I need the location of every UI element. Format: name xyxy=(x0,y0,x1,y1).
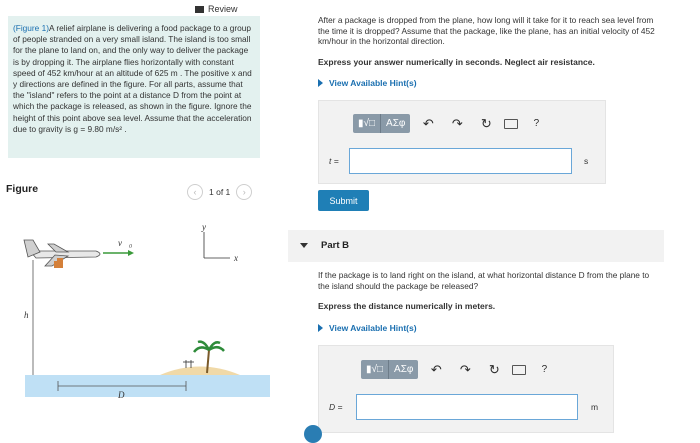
partB-unit: m xyxy=(591,402,599,412)
templates-button[interactable]: ▮√□ xyxy=(366,364,384,375)
reset-icon[interactable]: ↻ xyxy=(480,115,492,131)
partB-answer-panel xyxy=(318,345,614,433)
scroll-indicator[interactable] xyxy=(304,425,322,443)
partA-question: After a package is dropped from the plane, how long will it take for it to reach sea level from the time it is dropped? Assume that the package, like the plane, has an initial velocity of 452 km/hour in the horizontal direction. xyxy=(318,15,655,47)
partB-hint-label: View Available Hint(s) xyxy=(329,323,417,333)
partA-unit: s xyxy=(584,156,589,166)
partA-answer-panel xyxy=(318,100,606,184)
partB-toolbar xyxy=(361,360,555,379)
partB-answer-label: D = xyxy=(329,402,343,412)
partB-question: If the package is to land right on the island, at what horizontal distance D from the plane to the island should the package be released? xyxy=(318,270,650,291)
pager-text: 1 of 1 xyxy=(209,187,231,197)
partB-title: Part B xyxy=(321,240,349,251)
partB-hint[interactable] xyxy=(318,323,662,333)
h-label: h xyxy=(24,310,29,320)
keyboard-icon[interactable] xyxy=(512,365,526,375)
chevron-right-icon[interactable]: › xyxy=(236,184,252,200)
undo-icon[interactable]: ↶ xyxy=(430,361,442,377)
partA-toolbar xyxy=(353,114,547,133)
math-toolbar-group xyxy=(353,114,410,133)
chevron-left-icon[interactable]: ‹ xyxy=(187,184,203,200)
redo-icon[interactable]: ↷ xyxy=(459,361,471,377)
help-button[interactable]: ? xyxy=(533,118,540,129)
symbols-button[interactable]: ΑΣφ xyxy=(380,114,410,133)
partB-header[interactable] xyxy=(288,230,664,262)
problem-statement xyxy=(13,23,255,135)
partA-hint-label: View Available Hint(s) xyxy=(329,78,417,88)
y-axis-label: y xyxy=(202,222,206,232)
caret-down-icon xyxy=(300,243,308,248)
partA-answer-input[interactable] xyxy=(349,148,572,174)
problem-text: A relief airplane is delivering a food package to a group of people stranded on a very small island. The island is too small for the plane to land on, and the only way to deliver the package is by dropping it. The airplane flies horizontally with constant speed of 452 km/hour at an altitude of 625 m . The positive x and y directions are defined in the figure. For all parts, assume that the "island" refers to the point at a distance D from the point at which the package is released, as shown in the figure. Ignore the height of this point above sea level. Assume that the acceleration due to gravity is g = 9.80 m/s² . xyxy=(13,23,252,134)
redo-icon[interactable]: ↷ xyxy=(451,115,463,131)
review-icon xyxy=(195,6,204,13)
math-toolbar-group xyxy=(361,360,418,379)
figure-title: Figure xyxy=(6,183,39,195)
figure-pager xyxy=(187,184,252,200)
help-button[interactable]: ? xyxy=(541,364,548,375)
people-icon xyxy=(183,360,194,368)
partB-instruction: Express the distance numerically in meters. xyxy=(318,301,496,311)
templates-button[interactable]: ▮√□ xyxy=(358,118,376,129)
caret-right-icon xyxy=(318,324,323,332)
review-label: Review xyxy=(208,4,238,14)
undo-icon[interactable]: ↶ xyxy=(422,115,434,131)
figure-diagram xyxy=(0,210,270,425)
partA-answer-label: t = xyxy=(329,156,339,166)
keyboard-icon[interactable] xyxy=(504,119,518,129)
caret-right-icon xyxy=(318,79,323,87)
reset-icon[interactable]: ↻ xyxy=(488,361,500,377)
partA-hint[interactable] xyxy=(318,78,662,88)
island xyxy=(160,367,240,376)
v0-label: v⃗₀ xyxy=(118,238,133,248)
submit-button[interactable]: Submit xyxy=(318,190,369,211)
package xyxy=(54,261,63,268)
x-axis-label: x xyxy=(234,253,238,263)
D-label: D xyxy=(118,390,125,400)
review-link[interactable] xyxy=(195,4,238,14)
symbols-button[interactable]: ΑΣφ xyxy=(388,360,418,379)
figure-link[interactable]: (Figure 1) xyxy=(13,23,49,33)
partA-instruction: Express your answer numerically in seconds. Neglect air resistance. xyxy=(318,57,595,67)
partB-answer-input[interactable] xyxy=(356,394,578,420)
